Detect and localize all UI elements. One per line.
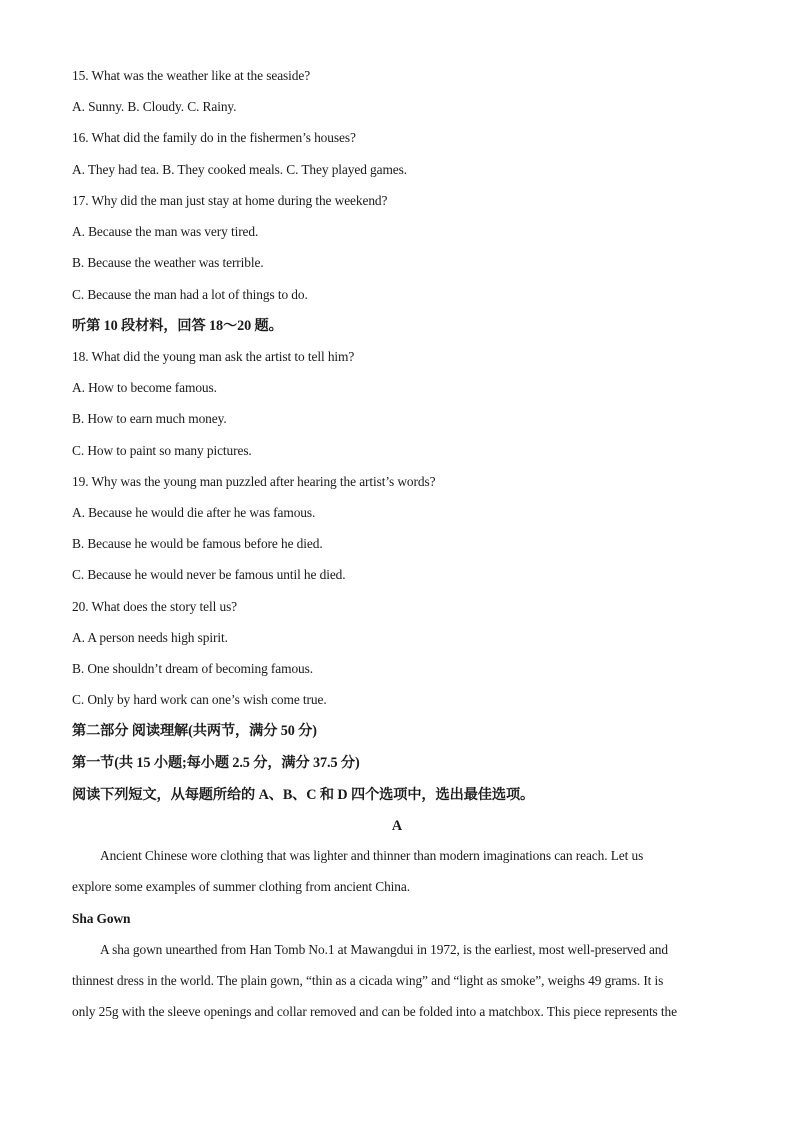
section-10-heading: 听第 10 段材料，回答 18～20 题。 <box>72 318 283 334</box>
question-19-option-b: B. Because he would be famous before he died. <box>72 536 323 551</box>
passage-paragraph-line-1: A sha gown unearthed from Han Tomb No.1 at Mawangdui in 1972, is the earliest, most well-preserved and <box>100 942 669 957</box>
question-18-option-a: A. How to become famous. <box>72 380 217 395</box>
question-17-option-b: B. Because the weather was terrible. <box>72 255 264 270</box>
question-20-option-a: A. A person needs high spirit. <box>72 630 228 645</box>
question-15-options: A. Sunny. B. Cloudy. C. Rainy. <box>72 99 237 114</box>
question-15: 15. What was the weather like at the seaside? <box>72 68 311 83</box>
question-17: 17. Why did the man just stay at home during the weekend? <box>72 193 388 208</box>
question-16: 16. What did the family do in the fishermen’s houses? <box>72 130 356 145</box>
reading-instructions: 阅读下列短文，从每题所给的 A、B、C 和 D 四个选项中，选出最佳选项。 <box>72 787 535 803</box>
question-16-options: A. They had tea. B. They cooked meals. C. They played games. <box>72 162 408 177</box>
passage-subheading: Sha Gown <box>72 911 131 926</box>
question-20-option-b: B. One shouldn’t dream of becoming famous. <box>72 661 314 676</box>
question-18: 18. What did the young man ask the artist to tell him? <box>72 349 355 364</box>
question-19-option-c: C. Because he would never be famous until he died. <box>72 567 346 582</box>
question-17-option-c: C. Because the man had a lot of things to do. <box>72 287 308 302</box>
question-19-option-a: A. Because he would die after he was famous. <box>72 505 316 520</box>
question-20: 20. What does the story tell us? <box>72 599 238 614</box>
passage-paragraph-line-3: only 25g with the sleeve openings and collar removed and can be folded into a matchbox. This piece represents the <box>72 1004 677 1019</box>
question-17-option-a: A. Because the man was very tired. <box>72 224 259 239</box>
passage-label: A <box>391 818 403 834</box>
question-19: 19. Why was the young man puzzled after hearing the artist’s words? <box>72 474 436 489</box>
passage-intro-line-2: explore some examples of summer clothing from ancient China. <box>72 879 410 894</box>
question-20-option-c: C. Only by hard work can one’s wish come true. <box>72 692 327 707</box>
part-two-heading: 第二部分 阅读理解(共两节，满分 50 分) <box>72 723 317 739</box>
passage-paragraph-line-2: thinnest dress in the world. The plain gown, “thin as a cicada wing” and “light as smoke”, weighs 49 grams. It is <box>72 973 664 988</box>
question-18-option-b: B. How to earn much money. <box>72 411 227 426</box>
question-18-option-c: C. How to paint so many pictures. <box>72 443 252 458</box>
section-one-heading: 第一节(共 15 小题;每小题 2.5 分，满分 37.5 分) <box>72 755 360 771</box>
passage-intro-line-1: Ancient Chinese wore clothing that was lighter and thinner than modern imaginations can reach. Let us <box>100 848 644 863</box>
